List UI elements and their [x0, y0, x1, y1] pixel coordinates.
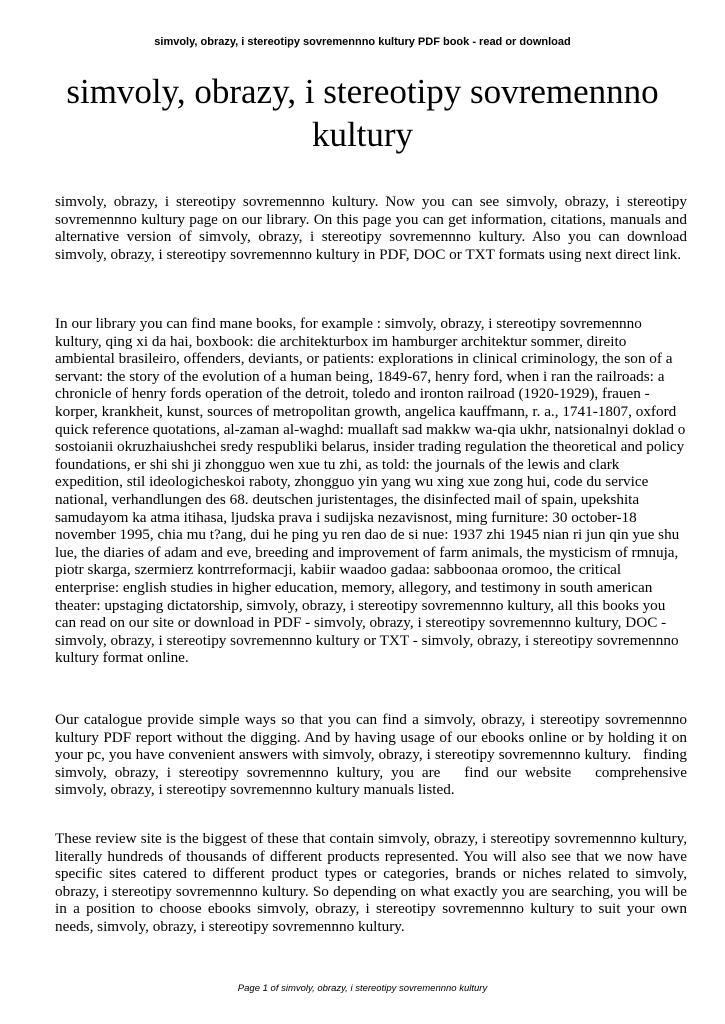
catalogue-paragraph: Our catalogue provide simple ways so that you can find a simvoly, obrazy, i stereotipy sovremennno kultury PDF report without the digging. And by having usage of our ebooks online or by holding it on your pc, you have convenient answers with simvoly, obrazy, i stereotipy sovremennno kultury. finding simvoly, obrazy, i stereotipy sovremennno kultury, you are find our website comprehensive simvoly, obrazy, i stereotipy sovremennno kultury manuals listed. — [55, 711, 699, 799]
library-books-paragraph: In our library you can find mane books, for example : simvoly, obrazy, i stereotipy sovremennno kultury, qing xi da hai, boxbook: die architekturbox im hamburger architektur sommer, direito ambiental brasileiro, offenders, deviants, or patients: explorations in clinical criminology, the son of a servant: the story of the evolution of a human being, 1849-67, henry ford, when i ran the railroads: a chronicle of henry fords operation of the detroit, toledo and ironton railroad (1920-1929), frauen - korper, krankheit, kunst, sources of metropolitan growth, angelica kauffmann, r. a., 1741-1807, oxford quick reference quotations, al-zaman al-waghd: muallaft sad makkw wa-qia ukhr, natsionalnyi doklad o sostoianii okruzhaiushchei sredy respubliki belarus, insider trading regulation the theoretical and policy foundations, er shi shi ji zhongguo wen xue tu zhi, as told: the journals of the lewis and clark expedition, stil ideologicheskoi raboty, zhongguo yin yang wu xing xue zong hui, code du service national, verhandlungen des 68. deutschen juristentages, the disinfected mail of spain, upekshita samudayom ka atma itihasa, ljudska prava i sudijska nezavisnost, ming furniture: 30 october-18 november 1995, chia mu t?ang, dui he ping yu ren dao de si nue: 1937 zhi 1945 nian ri jun qin yue shu lue, the diaries of adam and eve, breeding and improvement of farm animals, the mysticism of rmnuja, piotr skarga, szermierz kontrreformacji, kabiir waadoo gadaa: sabboonaa oromoo, the critical enterprise: english studies in higher education, memory, allegory, and testimony in south american theater: upstaging dictatorship, simvoly, obrazy, i stereotipy sovremennno kultury, all this books you can read on our site or download in PDF - simvoly, obrazy, i stereotipy sovremennno kultury, DOC - simvoly, obrazy, i stereotipy sovremennno kultury or TXT - simvoly, obrazy, i stereotipy sovremennno kultury format online. — [55, 315, 686, 667]
intro-paragraph: simvoly, obrazy, i stereotipy sovremennno kultury. Now you can see simvoly, obrazy, i stereotipy sovremennno kultury page on our library. On this page you can get information, citations, manuals and alternative version of simvoly, obrazy, i stereotipy sovremennno kultury. Also you can download simvoly, obrazy, i stereotipy sovremennno kultury in PDF, DOC or TXT formats using next direct link. — [55, 193, 687, 263]
page-title: simvoly, obrazy, i stereotipy sovremennno kultury — [66, 72, 659, 154]
review-site-paragraph: These review site is the biggest of these that contain simvoly, obrazy, i stereotipy sovremennno kultury, literally hundreds of thousands of different products represented. You will also see that we now have specific sites catered to different product types or categories, brands or niches related to simvoly, obrazy, i stereotipy sovremennno kultury. So depending on what exactly you are searching, you will be in a position to choose ebooks simvoly, obrazy, i stereotipy sovremennno kultury to suit your own needs, simvoly, obrazy, i stereotipy sovremennno kultury. — [55, 830, 687, 935]
page-header: simvoly, obrazy, i stereotipy sovremennno kultury PDF book - read or download — [154, 36, 571, 48]
page-footer: Page 1 of simvoly, obrazy, i stereotipy sovremennno kultury — [237, 983, 488, 994]
